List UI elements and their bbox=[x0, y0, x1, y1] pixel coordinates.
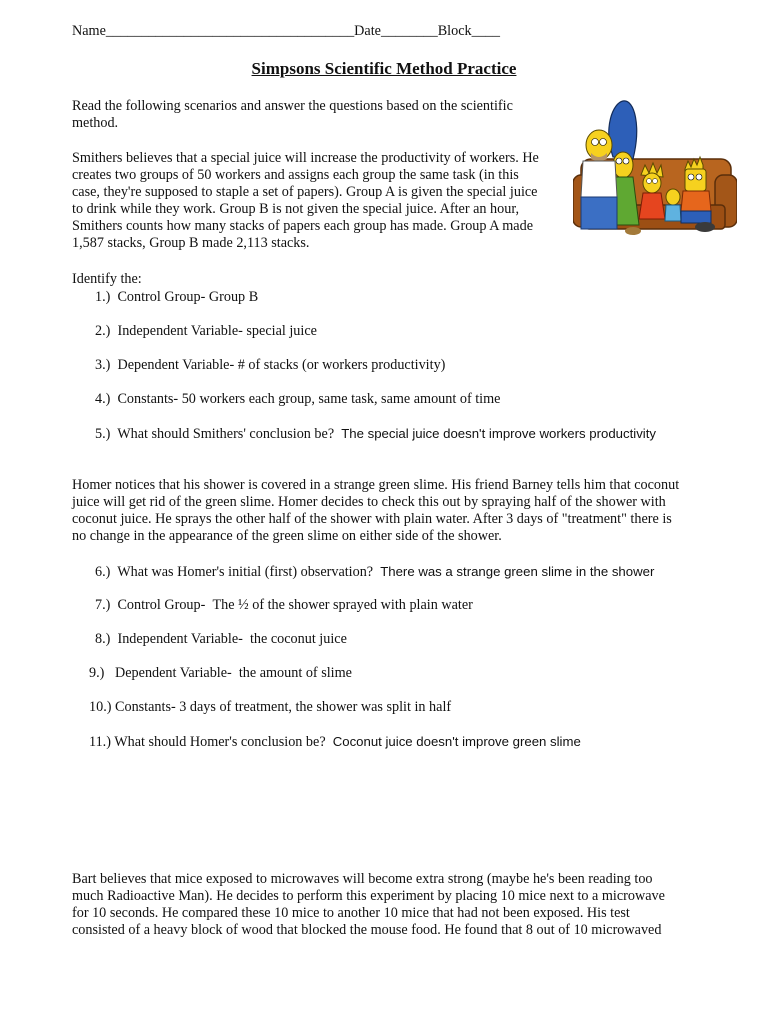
question-number: 2.) bbox=[95, 323, 111, 339]
scenario-homer bbox=[72, 477, 679, 545]
question-item bbox=[95, 391, 500, 408]
question-answer: There was a strange green slime in the shower bbox=[380, 564, 655, 579]
question-number: 11.) bbox=[89, 734, 111, 750]
question-item bbox=[95, 631, 347, 648]
scenario-line: juice will get rid of the green slime. Homer decides to check this out by spraying half of the shower with bbox=[72, 494, 666, 510]
block-label: Block bbox=[437, 23, 472, 39]
question-number: 9.) bbox=[89, 665, 105, 681]
question-prompt: What was Homer's initial (first) observation? bbox=[117, 564, 374, 580]
question-number: 7.) bbox=[95, 597, 111, 613]
scenario-line: for 10 seconds. He compared these 10 mice to another 10 mice that had not been exposed. His test bbox=[72, 905, 630, 921]
question-item bbox=[95, 357, 445, 374]
block-field[interactable]: ____ bbox=[471, 23, 500, 39]
question-item bbox=[89, 733, 581, 751]
scenario-line: Homer notices that his shower is covered in a strange green slime. His friend Barney tells him that coconut bbox=[72, 477, 680, 493]
question-answer: The ½ of the shower sprayed with plain water bbox=[212, 597, 473, 613]
scenario-line: case, they're supposed to staple a set of papers). Group A is given the special juice bbox=[72, 184, 538, 200]
page-title: Simpsons Scientific Method Practice bbox=[251, 59, 517, 78]
question-item bbox=[95, 597, 473, 614]
identify-label: Identify the: bbox=[72, 271, 142, 287]
question-prompt: Control Group- bbox=[117, 597, 206, 613]
question-item bbox=[95, 563, 654, 581]
question-prompt: Independent Variable- special juice bbox=[117, 323, 317, 339]
simpsons-family-couch-illustration bbox=[573, 97, 737, 239]
question-number: 1.) bbox=[95, 289, 111, 305]
question-prompt: Dependent Variable- bbox=[115, 665, 232, 681]
question-item bbox=[89, 665, 352, 682]
scenario-line: consisted of a heavy block of wood that blocked the mouse food. He found that 8 out of 10 microwaved bbox=[72, 922, 662, 938]
scenario-line: much Radioactive Man). He decides to perform this experiment by placing 10 mice next to a microwave bbox=[72, 888, 665, 904]
question-answer: Coconut juice doesn't improve green slime bbox=[332, 734, 581, 749]
intro-paragraph bbox=[72, 98, 513, 132]
scenario-smithers bbox=[72, 150, 539, 252]
question-item bbox=[95, 323, 317, 340]
scenario-line: Smithers counts how many stacks of papers each group has made. Group A made bbox=[72, 218, 533, 234]
question-prompt: Constants- 50 workers each group, same task, same amount of time bbox=[117, 391, 501, 407]
question-prompt: Constants- 3 days of treatment, the shower was split in half bbox=[115, 699, 452, 715]
question-item bbox=[95, 425, 656, 443]
question-prompt: Independent Variable- bbox=[117, 631, 243, 647]
question-item bbox=[89, 699, 451, 716]
question-prompt: Dependent Variable- # of stacks (or workers productivity) bbox=[117, 357, 446, 373]
question-prompt: What should Smithers' conclusion be? bbox=[117, 426, 335, 442]
question-number: 8.) bbox=[95, 631, 111, 647]
question-item bbox=[95, 289, 258, 306]
scenario-line: Smithers believes that a special juice will increase the productivity of workers. He bbox=[72, 150, 539, 166]
intro-line: Read the following scenarios and answer the questions based on the scientific bbox=[72, 98, 513, 114]
question-answer: the coconut juice bbox=[249, 631, 347, 647]
date-label: Date bbox=[354, 23, 381, 39]
scenario-line: to drink while they work. Group B is not given the special juice. After an hour, bbox=[72, 201, 520, 217]
question-prompt: Control Group- Group B bbox=[117, 289, 259, 305]
scenario-bart bbox=[72, 871, 665, 939]
question-answer: the amount of slime bbox=[238, 665, 352, 681]
question-number: 5.) bbox=[95, 426, 111, 442]
intro-line: method. bbox=[72, 115, 119, 131]
question-number: 3.) bbox=[95, 357, 111, 373]
question-number: 10.) bbox=[89, 699, 112, 715]
name-label: Name bbox=[72, 23, 106, 39]
date-field[interactable]: ________ bbox=[380, 23, 438, 39]
scenario-line: coconut juice. He sprays the other half of the shower with plain water. After 3 days of "treatment" there is bbox=[72, 511, 672, 527]
question-number: 6.) bbox=[95, 564, 111, 580]
question-prompt: What should Homer's conclusion be? bbox=[114, 734, 326, 750]
question-number: 4.) bbox=[95, 391, 111, 407]
name-field[interactable]: ___________________________________ bbox=[105, 23, 355, 39]
scenario-line: Bart believes that mice exposed to microwaves will become extra strong (maybe he's been reading too bbox=[72, 871, 653, 887]
scenario-line: 1,587 stacks, Group B made 2,113 stacks. bbox=[72, 235, 310, 251]
question-answer: The special juice doesn't improve workers productivity bbox=[341, 426, 656, 441]
scenario-line: no change in the appearance of the green slime on either side of the shower. bbox=[72, 528, 502, 544]
scenario-line: creates two groups of 50 workers and assigns each group the same task (in this bbox=[72, 167, 519, 183]
header-fields bbox=[72, 23, 500, 40]
